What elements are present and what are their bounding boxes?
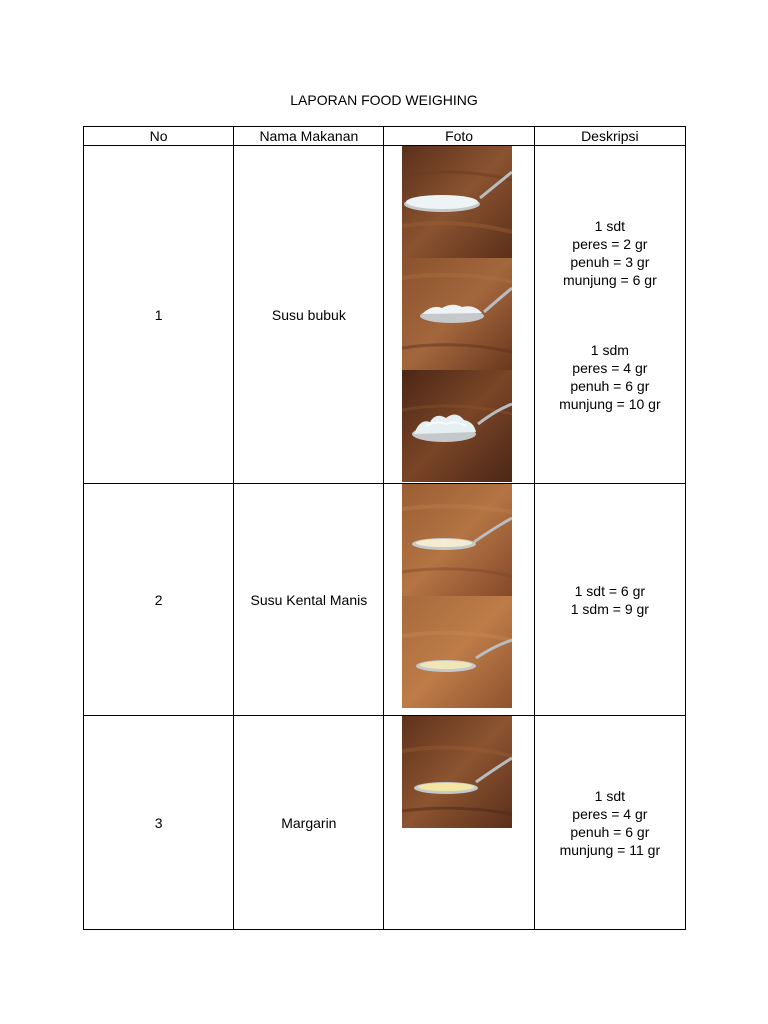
description-group-teaspoon	[535, 217, 685, 289]
header-no: No	[84, 127, 234, 146]
header-photo: Foto	[384, 127, 534, 146]
description-line: munjung = 11 gr	[559, 841, 661, 858]
description-line: penuh = 6 gr	[570, 823, 650, 840]
description-group	[535, 582, 685, 618]
description-line: 1 sdt	[594, 787, 626, 804]
food-name: Susu bubuk	[234, 146, 384, 484]
description-line: penuh = 6 gr	[570, 377, 650, 394]
description-group	[535, 787, 685, 859]
description-line: 1 sdm = 9 gr	[570, 600, 649, 617]
header-description: Deskripsi	[534, 127, 685, 146]
description-line: penuh = 3 gr	[570, 253, 650, 270]
description-cell	[534, 484, 685, 716]
spoon-photo-condensed-milk-tablespoon	[402, 596, 512, 708]
description-line: munjung = 6 gr	[562, 271, 657, 288]
spoon-photo-milk-powder-level	[402, 146, 512, 258]
photo-cell	[384, 716, 534, 930]
table-header-row	[84, 127, 686, 146]
table-row	[84, 146, 686, 484]
table-row	[84, 716, 686, 930]
description-group-tablespoon	[535, 341, 685, 413]
spoon-photo-milk-powder-full	[402, 258, 512, 370]
row-number: 2	[84, 484, 234, 716]
description-line: 1 sdt = 6 gr	[574, 582, 646, 599]
spoon-photo-condensed-milk-teaspoon	[402, 484, 512, 596]
table-row	[84, 484, 686, 716]
row-number: 1	[84, 146, 234, 484]
description-line: peres = 4 gr	[572, 359, 648, 376]
document-title: LAPORAN FOOD WEIGHING	[290, 92, 478, 108]
description-line: peres = 4 gr	[572, 805, 648, 822]
description-line: munjung = 10 gr	[559, 395, 661, 412]
header-food-name: Nama Makanan	[234, 127, 384, 146]
description-line: peres = 2 gr	[572, 235, 648, 252]
food-name: Susu Kental Manis	[234, 484, 384, 716]
description-cell	[534, 716, 685, 930]
spoon-photo-milk-powder-heaped	[402, 370, 512, 482]
photo-cell	[384, 146, 534, 484]
description-line: 1 sdt	[594, 217, 626, 234]
photo-cell	[384, 484, 534, 716]
description-cell	[534, 146, 685, 484]
food-weighing-table	[83, 126, 686, 930]
description-line: 1 sdm	[590, 341, 629, 358]
row-number: 3	[84, 716, 234, 930]
food-name: Margarin	[234, 716, 384, 930]
spoon-photo-margarine	[402, 716, 512, 828]
